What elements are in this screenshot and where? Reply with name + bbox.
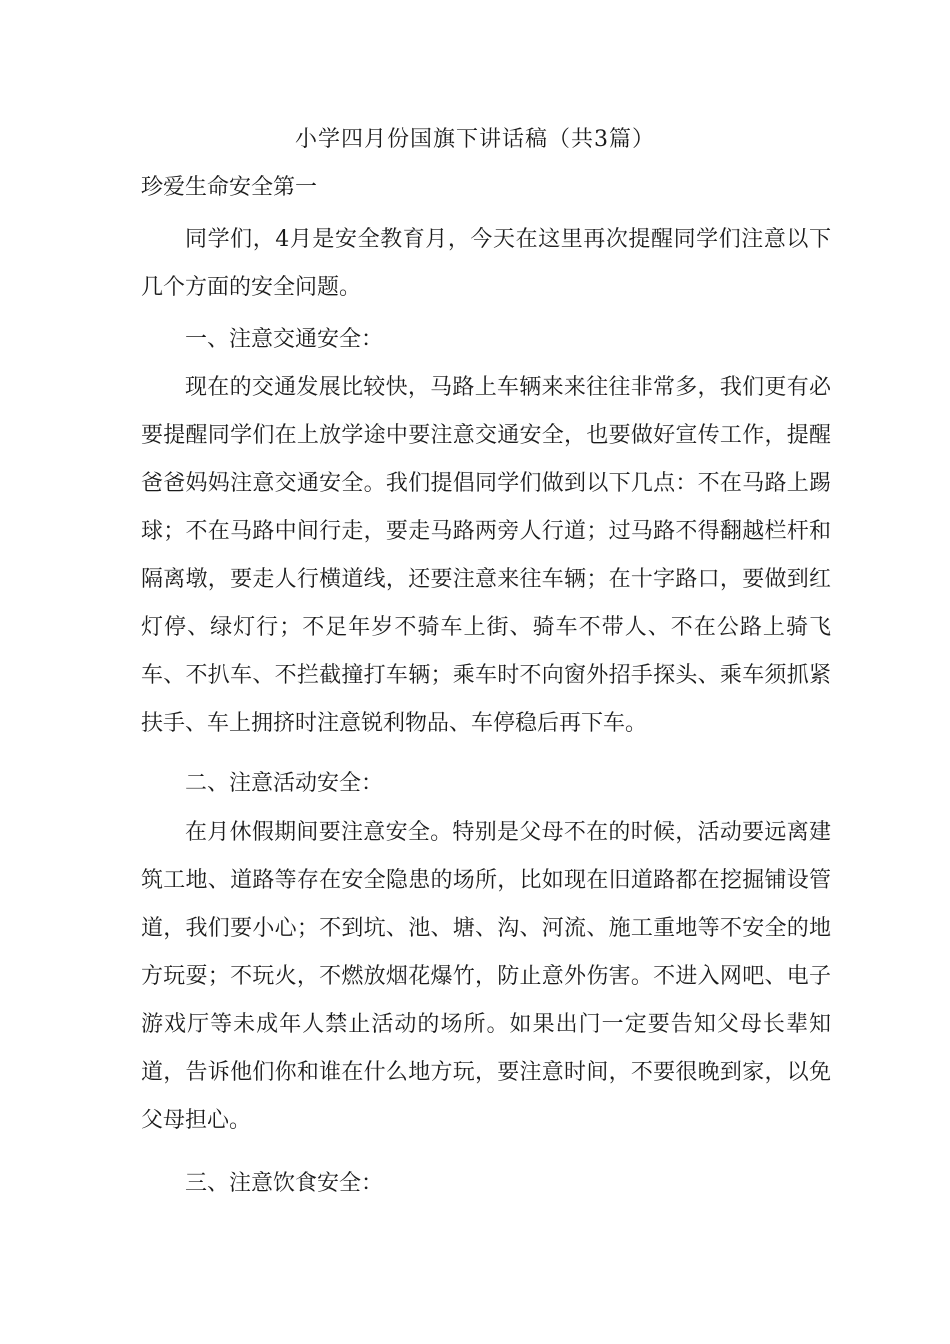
section-heading-food: 三、注意饮食安全： — [185, 1171, 384, 1196]
paragraph-traffic: 现在的交通发展比较快，马路上车辆来来往往非常多，我们更有必要提醒同学们在上放学途中要注意交通安全，也要做好宣传工作，提醒爸爸妈妈注意交通安全。我们提倡同学们做到以下几点：不在马路上踢球；不在马路中间行走，要走马路两旁人行道；过马路不得翻越栏杆和隔离墩，要走人行横道线，还要注意来往车辆；在十字路口，要做到红灯停、绿灯行；不足年岁不骑车上街、骑车不带人、不在公路上骑飞车、不扒车、不拦截撞打车辆；乘车时不向窗外招手探头、乘车须抓紧扶手、车上拥挤时注意锐利物品、车停稳后再下车。 — [141, 375, 831, 736]
paragraph-intro: 同学们，4月是安全教育月，今天在这里再次提醒同学们注意以下几个方面的安全问题。 — [141, 227, 831, 300]
section-heading-activity: 二、注意活动安全： — [185, 771, 384, 796]
document-subtitle: 珍爱生命安全第一 — [141, 175, 318, 200]
paragraph-activity: 在月休假期间要注意安全。特别是父母不在的时候，活动要远离建筑工地、道路等存在安全隐患的场所，比如现在旧道路都在挖掘铺设管道，我们要小心；不到坑、池、塘、沟、河流、施工重地等不安全的地方玩耍；不玩火，不燃放烟花爆竹，防止意外伤害。不进入网吧、电子游戏厅等未成年人禁止活动的场所。如果出门一定要告知父母长辈知道，告诉他们你和谁在什么地方玩，要注意时间，不要很晚到家，以免父母担心。 — [141, 820, 831, 1133]
section-heading-traffic: 一、注意交通安全： — [185, 327, 384, 352]
document-title: 小学四月份国旗下讲话稿（共3篇） — [295, 127, 655, 152]
